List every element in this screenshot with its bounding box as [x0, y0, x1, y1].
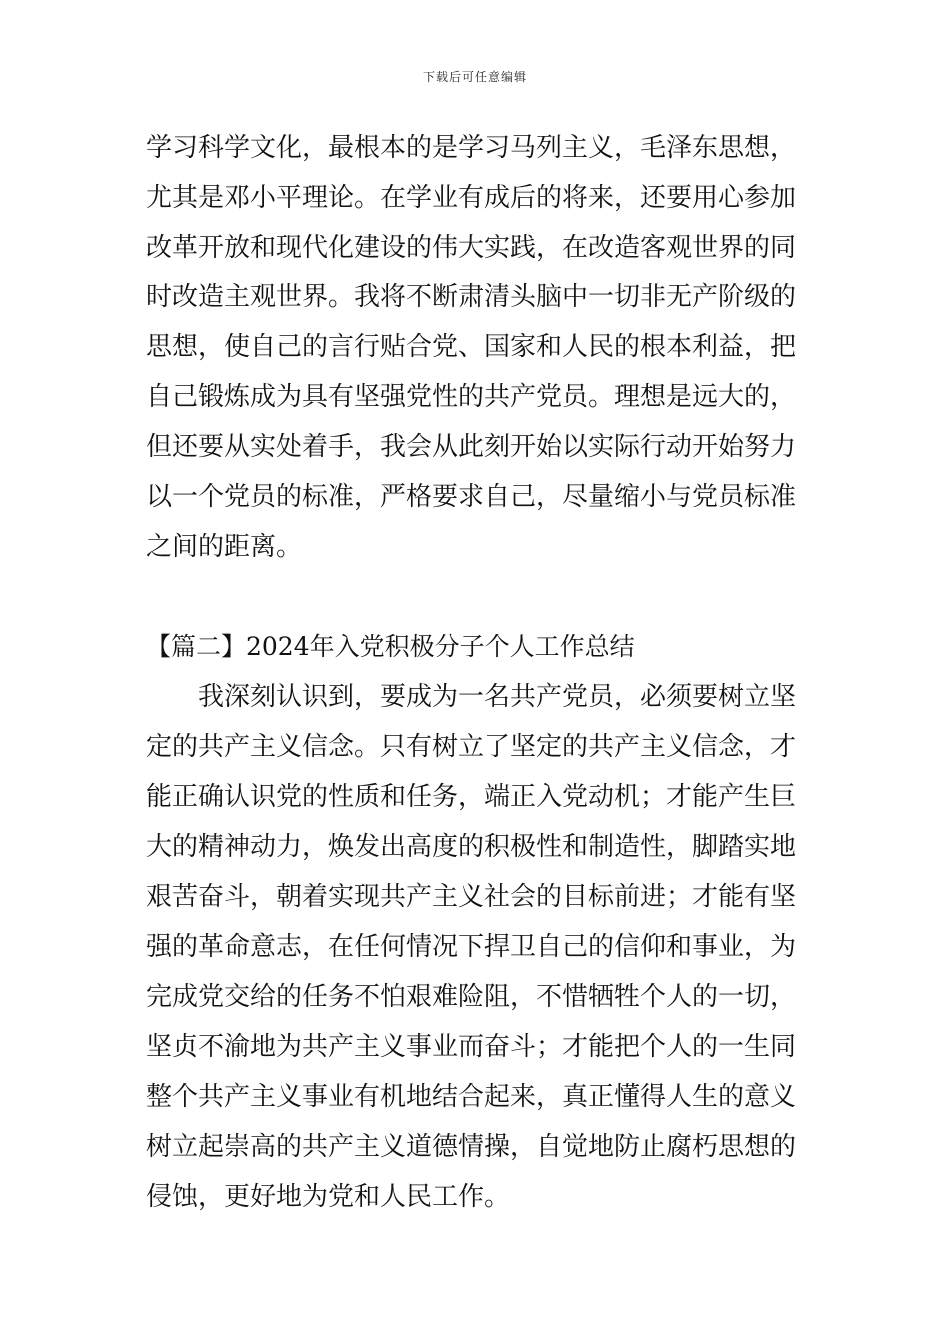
- paragraph2-line-8: 坚贞不渝地为共产主义事业而奋斗；才能把个人的一生同: [146, 1032, 797, 1062]
- paragraph2-line-10: 树立起崇高的共产主义道德情操，自觉地防止腐朽思想的: [146, 1132, 797, 1162]
- paragraph1-line-8: 以一个党员的标准，严格要求自己，尽量缩小与党员标准: [146, 482, 797, 512]
- paragraph1-line-7: 但还要从实处着手，我会从此刻开始以实际行动开始努力: [146, 432, 797, 462]
- paragraph2-line-9: 整个共产主义事业有机地结合起来，真正懂得人生的意义: [146, 1082, 797, 1112]
- paragraph1-line-2: 尤其是邓小平理论。在学业有成后的将来，还要用心参加: [146, 183, 797, 213]
- paragraph1-line-6: 自己锻炼成为具有坚强党性的共产党员。理想是远大的，: [146, 382, 797, 412]
- paragraph1-line-1: 学习科学文化，最根本的是学习马列主义，毛泽东思想，: [146, 133, 797, 163]
- paragraph2-line-3: 能正确认识党的性质和任务，端正入党动机；才能产生巨: [146, 782, 797, 812]
- paragraph1-line-9: 之间的距离。: [146, 532, 303, 562]
- paragraph2-line-11: 侵蚀，更好地为党和人民工作。: [146, 1182, 511, 1212]
- paragraph1-line-4: 时改造主观世界。我将不断肃清头脑中一切非无产阶级的: [146, 282, 797, 312]
- paragraph1-line-3: 改革开放和现代化建设的伟大实践，在改造客观世界的同: [146, 233, 797, 263]
- paragraph2-line-7: 完成党交给的任务不怕艰难险阻，不惜牺牲个人的一切，: [146, 982, 797, 1012]
- paragraph2-line-5: 艰苦奋斗，朝着实现共产主义社会的目标前进；才能有坚: [146, 882, 797, 912]
- paragraph2-line-1: 我深刻认识到，要成为一名共产党员，必须要树立坚: [198, 682, 797, 712]
- paragraph2-line-6: 强的革命意志，在任何情况下捍卫自己的信仰和事业，为: [146, 932, 797, 962]
- page-header: 下载后可任意编辑: [422, 70, 527, 84]
- section-heading: 【篇二】2024年入党积极分子个人工作总结: [146, 632, 635, 661]
- paragraph2-line-2: 定的共产主义信念。只有树立了坚定的共产主义信念，才: [146, 732, 797, 762]
- paragraph2-line-4: 大的精神动力，焕发出高度的积极性和制造性，脚踏实地: [146, 832, 797, 862]
- paragraph1-line-5: 思想，使自己的言行贴合党、国家和人民的根本利益，把: [146, 332, 797, 362]
